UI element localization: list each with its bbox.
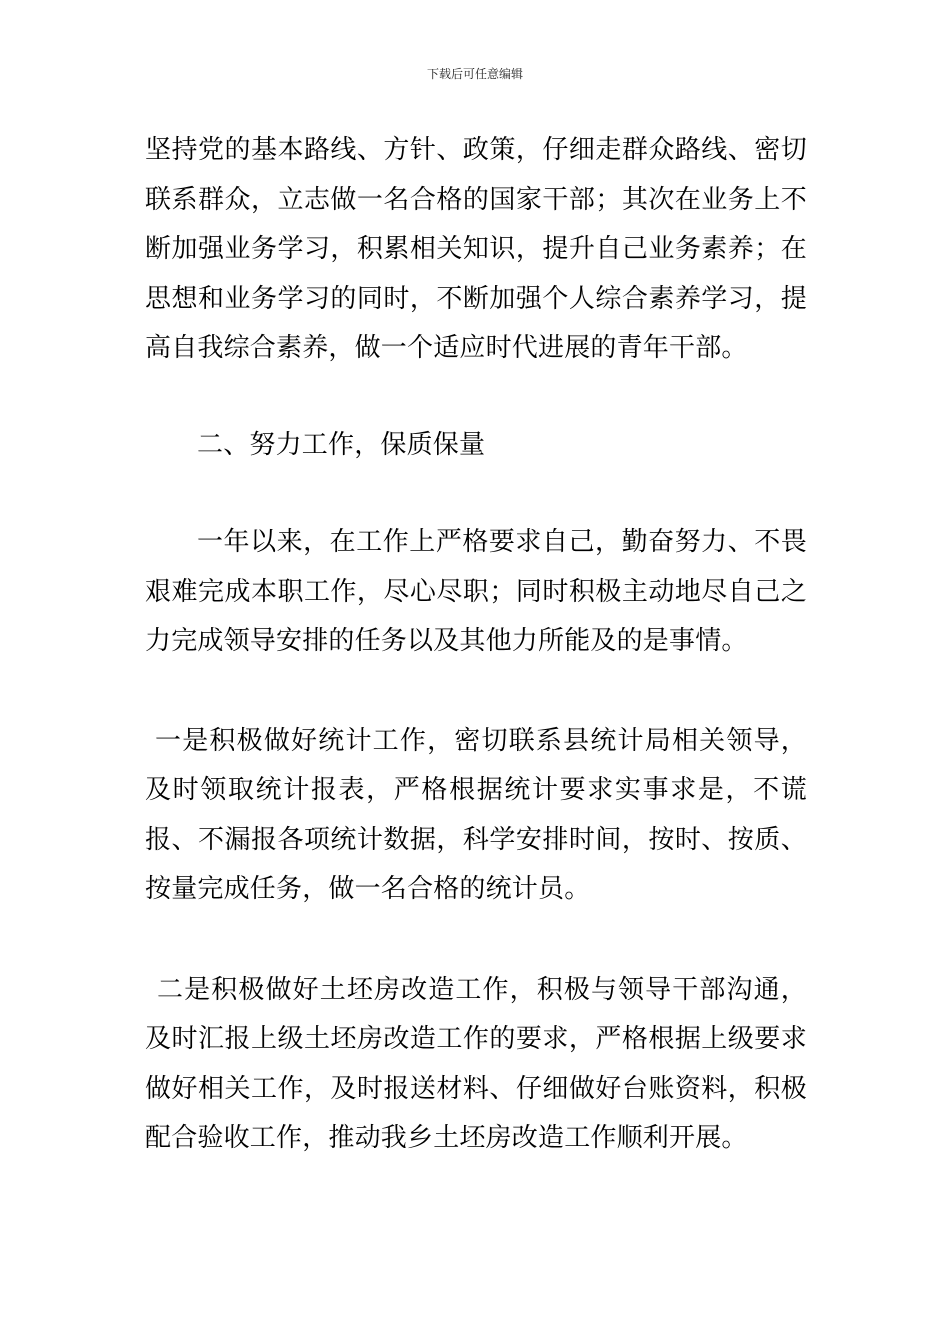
paragraph-study-summary: 坚持党的基本路线、方针、政策，仔细走群众路线、密切联系群众，立志做一名合格的国家干部；其次在业务上不断加强业务学习，积累相关知识，提升自己业务素养；在思想和业务学习的同时，不断加强个人综合素养学习，提高自我综合素养，做一个适应时代进展的青年干部。 [145,135,807,363]
page-header-note: 下载后可任意编辑 [426,67,523,81]
paragraph-housing-renovation: 二是积极做好土坯房改造工作，积极与领导干部沟通，及时汇报上级土坯房改造工作的要求，严格根据上级要求做好相关工作，及时报送材料、仔细做好台账资料，积极配合验收工作，推动我乡土坯房改造工作顺利开展。 [145,974,807,1153]
paragraph-work-overview: 一年以来，在工作上严格要求自己，勤奋努力、不畏艰难完成本职工作，尽心尽职；同时积极主动地尽自己之力完成领导安排的任务以及其他力所能及的是事情。 [145,527,807,656]
section-heading-work: 二、努力工作，保质保量 [197,429,486,460]
document-body [145,126,807,1164]
paragraph-statistics-work: 一是积极做好统计工作，密切联系县统计局相关领导，及时领取统计报表，严格根据统计要求实事求是，不谎报、不漏报各项统计数据，科学安排时间，按时、按质、按量完成任务，做一名合格的统计员。 [145,725,807,904]
